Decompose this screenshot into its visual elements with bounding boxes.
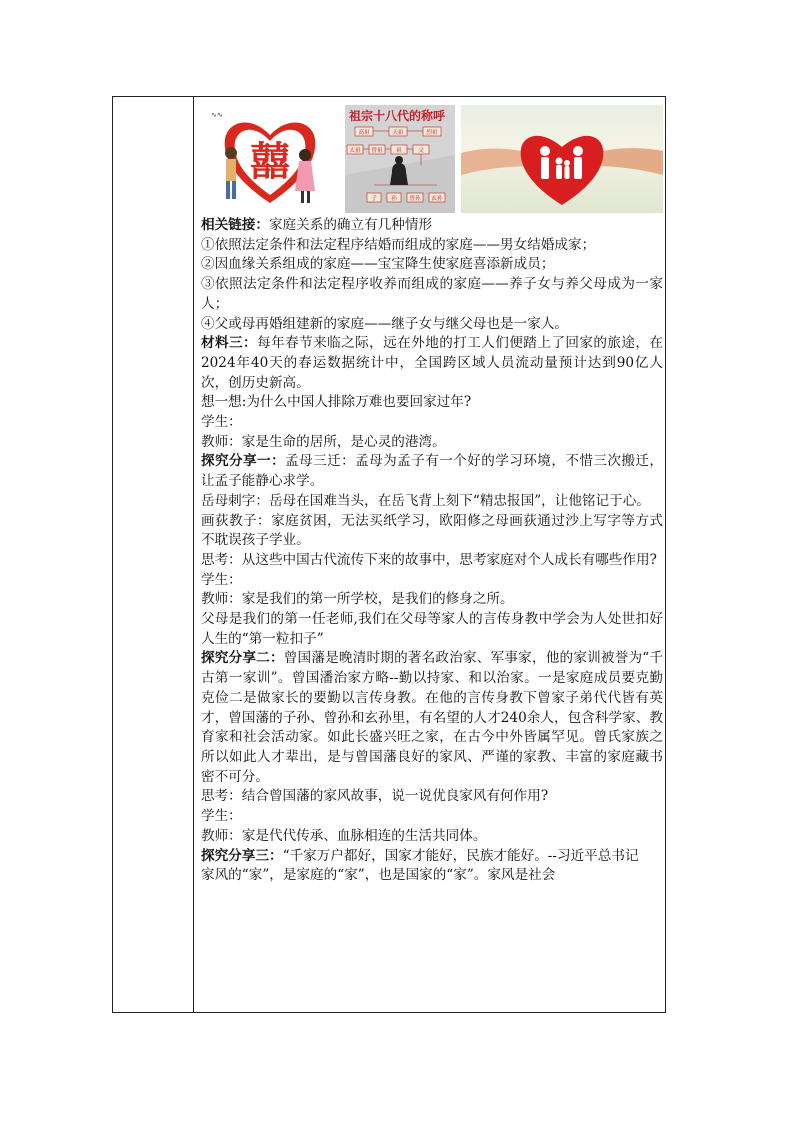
paragraph-text: 思考：结合曾国藩的家风故事，说一说优良家风有何作用? [201,788,549,805]
paragraph-text: 学生： [201,571,242,588]
paragraph [201,512,663,551]
tree-box-6: 祖 [396,148,402,154]
paragraph [201,590,663,610]
lesson-table [112,96,666,1013]
wedding-heart-image [201,105,339,213]
paragraph-label: 探究分享三： [201,847,283,864]
svg-text:∿∿: ∿∿ [211,111,223,119]
paragraph [201,433,663,453]
paragraph [201,413,663,433]
paragraph-label: 相关链接： [201,217,269,233]
tree-title: 祖宗十八代的称呼 [349,109,446,123]
paragraph [201,216,663,236]
tree-box-9: 孙 [391,196,397,202]
paragraph-text: 曾国藩是晚清时期的著名政治家、军事家，他的家训被誉为“千古第一家训”。曾国潘治家方略--勤以持家、和以治家。一是家庭成员要克勤克俭二是做家长的要勤以言传身教。在他的言传身教下曾家子弟代代皆有英才，曾国藩的子孙、曾孙和玄孙里，有名望的人才240余人，包含科学家、教育家和社会活动家。如此长盛兴旺之家，在古今中外皆属罕见。曾氏家族之所以如此人才辈出，是与曾国藩良好的家风、严谨的家教、丰富的家庭藏书密不可分。 [201,650,663,785]
paragraph-text: 父母是我们的第一任老师,我们在父母等家人的言传身教中学会为人处世扣好人生的“第一粒扣子” [201,611,663,647]
tree-box-4: 太祖 [349,148,361,154]
paragraph-text: 想一想:为什么中国人排除万难也要回家过年? [201,394,472,411]
paragraph [201,551,663,571]
ancestor-tree-image [345,105,455,213]
column-divider [193,97,194,1012]
paragraph [201,807,663,827]
tree-box-10: 曾孙 [409,196,421,202]
paragraph [201,571,663,591]
tree-box-3: 烈祖 [426,130,438,136]
tree-box-5: 曾祖 [371,148,383,154]
paragraph-text: 画荻教子：家庭贫困，无法买纸学习，欧阳修之母画荻通过沙上写字等方式不耽误孩子学业。 [201,512,663,549]
paragraph-text: 学生： [201,808,242,825]
tree-box-8: 子 [371,196,377,202]
paragraph [201,649,663,787]
paragraph [201,787,663,807]
paragraph-text: 思考：从这些中国古代流传下来的故事中，思考家庭对个人成长有哪些作用? [201,551,657,568]
paragraph [201,334,663,393]
paragraph [201,393,663,413]
paragraph [201,275,663,314]
paragraph-text: 家庭关系的确立有几种情形 [268,217,433,233]
paragraph-text: ④父或母再婚组建新的家庭——继子女与继父母也是一家人。 [201,315,569,332]
tree-box-7: 父 [418,148,424,154]
paragraph [201,827,663,847]
paragraph [201,255,663,275]
paragraph [201,492,663,512]
paragraph-text: 教师：家是生命的居所，是心灵的港湾。 [201,433,446,450]
paragraph-text: 家风的“家”，是家庭的“家”，也是国家的“家”。家风是社会 [201,867,556,884]
tree-box-1: 高祖 [358,130,370,136]
body-text [201,216,663,886]
paragraph-text: 孟母三迁：孟母为孟子有一个好的学习环境，不惜三次搬迁，让孟子能静心求学。 [201,453,663,490]
tree-box-11: 玄孙 [431,196,443,202]
paragraph-label: 探究分享一： [201,453,286,470]
paragraph [201,866,663,886]
double-happiness-char: 囍 [250,139,290,185]
paragraph-text: ②因血缘关系组成的家庭——宝宝降生使家庭喜添新成员； [201,256,555,273]
paragraph-text: 教师：家是代代传承、血脉相连的生活共同体。 [201,827,487,844]
paragraph-text: ③依照法定条件和法定程序收养而组成的家庭——养子女与养父母成为一家人； [201,276,663,312]
paragraph [201,236,663,256]
paragraph-label: 探究分享二： [201,650,284,667]
paragraph-text: ①依照法定条件和法定程序结婚而组成的家庭——男女结婚成家； [201,236,596,253]
paragraph-text: 岳母刺字：岳母在国难当头，在岳飞背上刻下“精忠报国”，让他铭记于心。 [201,492,650,509]
paragraph-text: 教师：家是我们的第一所学校，是我们的修身之所。 [201,591,514,608]
image-row [201,105,663,213]
paragraph-text: “千家万户都好，国家才能好，民族才能好。--习近平总书记 [282,847,639,864]
paragraph-label: 材料三： [201,335,258,352]
paragraph-text: 每年春节来临之际，远在外地的打工人们便踏上了回家的旅途，在2024年40天的春运数据统计中，全国跨区域人员流动量预计达到90亿人次，创历史新高。 [201,335,663,391]
paragraph [201,610,663,649]
paragraph [201,315,663,335]
paragraph [201,452,663,491]
paragraph-text: 学生： [201,414,242,431]
family-heart-image [461,105,663,213]
tree-box-2: 天祖 [392,130,404,136]
content-cell [201,105,663,1010]
paragraph [201,847,663,867]
